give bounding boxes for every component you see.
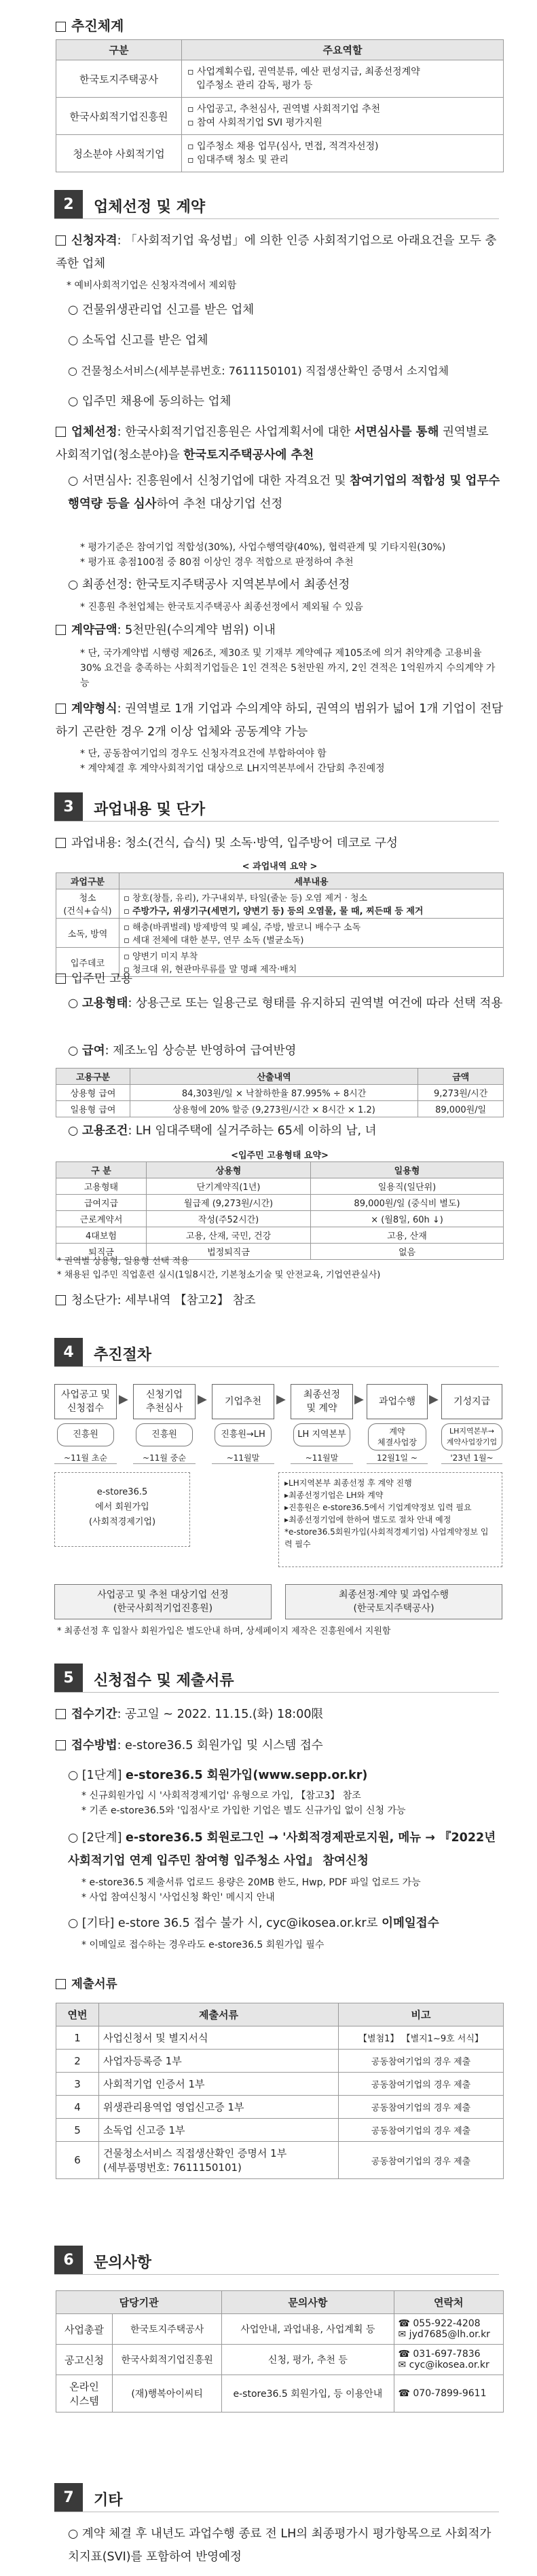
table-row: 4대보험 고용, 산재, 국민, 건강 고용, 산재	[56, 1227, 504, 1244]
table-row: 청소분야 사회적기업 ▫ 입주청소 채용 업무(심사, 면접, 적격자선정) ▫ 임대주택 청소 및 관리	[56, 135, 504, 172]
step-date: ~11월 중순	[133, 1452, 196, 1464]
square-bullet-icon	[56, 22, 66, 32]
phase-right: 최종선정·계약 및 과업수행 (한국토지주택공사)	[285, 1584, 502, 1619]
step-date: 12월1일 ~	[367, 1452, 428, 1464]
table-row: 4 위생관리용역업 영업신고증 1부 공동참여기업의 경우 제출	[56, 2096, 504, 2119]
table-row: 2 사업자등록증 1부 공동참여기업의 경우 제출	[56, 2050, 504, 2073]
step-date: ~11월말	[212, 1452, 274, 1464]
contract-amount: 계약금액: 5천만원(수의계약 범위) 이내	[56, 619, 504, 642]
selection-item: ○ 최종선정: 한국토지주택공사 지역본부에서 최종선정	[68, 578, 350, 592]
step-name: 최종선정 및 계약	[291, 1384, 353, 1419]
step-org: LH 지역본부	[293, 1423, 350, 1446]
table-row: 급여지급 월급제 (9,273원/시간) 89,000원/일 (중식비 별도)	[56, 1195, 504, 1211]
table-row: 6 건물청소서비스 직접생산확인 증명서 1부 (세부품명번호: 7611150101) 공동참여기업의 경우 제출	[56, 2142, 504, 2179]
hire-item: ○ 고용형태: 상용근로 또는 일용근로 형태를 유지하되 권역별 여건에 따라 선택 적용	[68, 997, 503, 1010]
docs-heading: 제출서류	[56, 1973, 504, 1996]
selection-note: ▸LH지역본부 최종선정 후 계약 진행 ▸최종선정기업은 LH와 계약 ▸진흥원은 e-store36.5에서 기업계약정보 입력 필요 ▸최종선정기업에 한하여 별도로 절차 안내 예정 *e-store36.5회원가입(사회적경제기업) 사업계약정보 입력 필수	[278, 1472, 502, 1567]
req-item: ○ 입주민 채용에 동의하는 업체	[68, 395, 232, 408]
step-name: 신청기업 추천심사	[133, 1384, 196, 1419]
arrow-right-icon: ▶	[354, 1392, 364, 1406]
table-row: 상용형 급여 84,303원/일 × 낙찰하한율 87.995% ÷ 8시간 9,273원/시간	[56, 1085, 504, 1101]
req-item: ○ 소독업 신고를 받은 업체	[68, 334, 208, 347]
arrow-right-icon: ▶	[198, 1392, 207, 1406]
req-item: ○ 건물청소서비스(세부분류번호: 7611150101) 직접생산확인 증명서 소지업체	[68, 364, 449, 377]
arrow-right-icon: ▶	[276, 1392, 286, 1406]
step3: ○ [기타] e-store 36.5 접수 불가 시, cyc@ikosea.or.kr로 이메일접수	[68, 1917, 439, 1930]
table-row: 청소 (건식+습식) ▫ 창호(창틀, 유리), 가구내외부, 타일(줄눈 등) 오염 제거 · 청소 ▫ 주방가구, 위생기구(세면기, 양변기 등) 등의 오염물, 물 때, 찌든때 등 제거	[56, 889, 504, 919]
apply-qualification: 신청자격: 「사회적기업 육성법」에 의한 인증 사회적기업으로 아래요건을 모두 충족한 업체	[56, 234, 497, 271]
square-bullet-icon	[56, 838, 66, 848]
table-row: 일용형 급여 상용형에 20% 할증 (9,273원/시간 × 8시간 × 1.2) 89,000원/일	[56, 1101, 504, 1117]
system-heading: 추진체계	[56, 15, 124, 35]
square-bullet-icon	[56, 235, 66, 246]
table-row: 온라인 시스템 (재)행복아이씨티 e-store36.5 회원가입, 등 이용안내 ☎ 070-7899-9611	[56, 2375, 504, 2412]
contract-method: 계약형식: 권역별로 1개 기업과 수의계약 하되, 권역의 범위가 넓어 1개 기업이 전담하기 곤란한 경우 2개 이상 업체와 공동계약 가능	[56, 702, 503, 739]
square-bullet-icon	[56, 974, 66, 984]
table-row: 고용형태 단기계약직(1년) 일용직(일단위)	[56, 1178, 504, 1195]
req-item: ○ 건물위생관리업 신고를 받은 업체	[68, 303, 255, 317]
system-table: 구분 주요역할 한국토지주택공사 ▫ 사업계획수립, 권역분류, 예산 편성지급, 최종선정계약 입주청소 관리 감독, 평가 등 한국사회적기업진흥원 ▫ 사업공고, 추천심사, 권역별 사회적기업 추천 ▫ 참여 사회적기업 SVI 평가지원 청소분야 사회적기업 ▫ 입주청소 채용 업무(심사, 면접, 적격자선정) ▫ 임대주택 청소 및 관리	[56, 39, 504, 172]
registration-note: e-store36.5 에서 회원가입 (사회적경제기업)	[54, 1472, 190, 1547]
hire-heading: 입주민 고용	[56, 967, 504, 991]
table-row: 근로계약서 작성(주52시간) × (월8일, 60h ↓)	[56, 1211, 504, 1227]
table-row: 3 사회적기업 인증서 1부 공동참여기업의 경우 제출	[56, 2073, 504, 2096]
hire-condition: ○ 고용조건: LH 임대주택에 실거주하는 65세 이하의 남, 녀	[68, 1124, 377, 1138]
square-bullet-icon	[56, 1709, 66, 1719]
step-date: ~11월말	[291, 1452, 353, 1464]
condition-table: 구 분 상용형 일용형 고용형태 단기계약직(1년) 일용직(일단위) 급여지급 월급제 (9,273원/시간) 89,000원/일 (중식비 별도) 근로계약서 작성(주52시간) × (월8일, 60h ↓) 4대보험 고용, 산재, 국민, 건강 고용, 산재 퇴직금 법정퇴직금 없음	[56, 1161, 504, 1260]
arrow-right-icon: ▶	[429, 1392, 439, 1406]
section-header-2: 2 업체선정 및 계약	[54, 190, 499, 219]
price-heading: 청소단가: 세부내역 【참고2】 참조	[56, 1289, 504, 1312]
square-bullet-icon	[56, 625, 66, 635]
wage-table: 고용구분 산출내역 금액 상용형 급여 84,303원/일 × 낙찰하한율 87.995% ÷ 8시간 9,273원/시간 일용형 급여 상용형에 20% 할증 (9,273원/시간 × 8시간 × 1.2) 89,000원/일	[56, 1068, 504, 1117]
table-row: 1 사업신청서 및 별지서식 【별첨1】 【별지1~9호 서식】	[56, 2026, 504, 2050]
step-name: 사업공고 및 신청접수	[54, 1384, 117, 1419]
phase-left: 사업공고 및 추천 대상기업 선정 (한국사회적기업진흥원)	[54, 1584, 272, 1619]
misc-text: ○ 계약 체결 후 내년도 과업수행 종료 전 LH의 최종평가시 평가항목으로 사회적가치지표(SVI)를 포함하여 반영예정	[68, 2527, 492, 2564]
section-header-6: 6 문의사항	[54, 2246, 499, 2275]
selection-item: ○ 서면심사: 진흥원에서 신청기업에 대한 자격요건 및 참여기업의 적합성 및 업무수행역량 등을 심사하여 추천 대상기업 선정	[68, 474, 500, 511]
task-table: 과업구분 세부내용 청소 (건식+습식) ▫ 창호(창틀, 유리), 가구내외부, 타일(줄눈 등) 오염 제거 · 청소 ▫ 주방가구, 위생기구(세면기, 양변기 등) 등의 오염물, 물 때, 찌든때 등 제거 소독, 방역 ▫ 해충(바퀴벌레) 방제방역 및 폐실, 주방, 발코니 배수구 소독 ▫ 세대 전체에 대한 분무, 연무 소독 (별균소독) 입주데코 ▫ 양변기 미지 부착 ▫ 청크대 위, 현관마루류를 말 명패 제작·배치	[56, 872, 504, 977]
step-name: 과업수행	[367, 1384, 428, 1419]
step-date: '23년 1월~	[441, 1452, 502, 1464]
table-row: 소독, 방역 ▫ 해충(바퀴벌레) 방제방역 및 폐실, 주방, 발코니 배수구 소독 ▫ 세대 전체에 대한 분무, 연무 소독 (별균소독)	[56, 919, 504, 948]
table-row: 한국토지주택공사 ▫ 사업계획수립, 권역분류, 예산 편성지급, 최종선정계약 입주청소 관리 감독, 평가 등	[56, 60, 504, 98]
step2: ○ [2단계] e-store36.5 회원로그인 → '사회적경제판로지원, 메뉴 → 『2022년 사회적기업 연계 입주민 참여형 입주청소 사업』 참여신청	[68, 1831, 496, 1868]
step-org: LH지역본부→ 계약사업장기업	[441, 1423, 502, 1450]
table-row: 퇴직금 법정퇴직금 없음	[56, 1244, 504, 1260]
step-org: 진흥원→LH	[215, 1423, 272, 1446]
method: 접수방법: e-store36.5 회원가입 및 시스템 접수	[56, 1734, 504, 1757]
step1: ○ [1단계] e-store36.5 회원가입(www.sepp.or.kr)	[68, 1769, 368, 1782]
square-bullet-icon	[56, 1295, 66, 1305]
step-date: ~11월 초순	[54, 1452, 117, 1464]
section-header-3: 3 과업내용 및 단가	[54, 792, 499, 822]
arrow-right-icon: ▶	[119, 1392, 128, 1406]
table-row: 입주데코 ▫ 양변기 미지 부착 ▫ 청크대 위, 현관마루류를 말 명패 제작·배치	[56, 948, 504, 977]
section-header-7: 7 기타	[54, 2483, 499, 2512]
table-row: 5 소독업 신고증 1부 공동참여기업의 경우 제출	[56, 2119, 504, 2142]
table-row: 사업총괄 한국토지주택공사 사업안내, 과업내용, 사업계획 등 ☎ 055-922-4208 ✉ jyd7685@lh.or.kr	[56, 2314, 504, 2345]
process-diagram	[54, 1384, 502, 1635]
table-row: 공고신청 한국사회적기업진흥원 신청, 평가, 추천 등 ☎ 031-697-7836 ✉ cyc@ikosea.or.kr	[56, 2345, 504, 2375]
hire-item: ○ 급여: 제조노임 상승분 반영하여 급여반영	[68, 1044, 297, 1058]
step-org: 진흥원	[57, 1423, 114, 1446]
step-org: 계약 체결사업장	[368, 1423, 426, 1450]
selection-block: 업체선정: 한국사회적기업진흥원은 사업계획서에 대한 서면심사를 통해 권역별로 사회적기업(청소분야)을 한국토지주택공사에 추천	[56, 425, 489, 462]
square-bullet-icon	[56, 1740, 66, 1750]
square-bullet-icon	[56, 704, 66, 714]
step-name: 기성지급	[441, 1384, 502, 1419]
contact-table: 담당기관 문의사항 연락처 사업총괄 한국토지주택공사 사업안내, 과업내용, 사업계획 등 ☎ 055-922-4208 ✉ jyd7685@lh.or.kr 공고신청 한국사회적기업진흥원 신청, 평가, 추천 등 ☎ 031-697-7836 ✉ cyc@ikosea.or.kr 온라인 시스템 (재)행복아이씨티 e-store36.5 회원가입, 등 이용안내 ☎ 070-7899-9611	[56, 2290, 504, 2412]
period: 접수기간: 공고일 ~ 2022. 11.15.(화) 18:00限	[56, 1703, 504, 1726]
square-bullet-icon	[56, 427, 66, 437]
step-org: 진흥원	[136, 1423, 193, 1446]
docs-table: 연번 제출서류 비고 1 사업신청서 및 별지서식 【별첨1】 【별지1~9호 서식】 2 사업자등록증 1부 공동참여기업의 경우 제출 3 사회적기업 인증서 1부 공동참여기업의 경우 제출 4 위생관리용역업 영업신고증 1부 공동참여기업의 경우 제출 5 소독업 신고증 1부 공동참여기업의 경우 제출 6 건물청소서비스 직접생산확인 증명서 1부 (세부품명번호: 7611150101) 공동참여기업의 경우 제출	[56, 2003, 504, 2179]
table-row: 한국사회적기업진흥원 ▫ 사업공고, 추천심사, 권역별 사회적기업 추천 ▫ 참여 사회적기업 SVI 평가지원	[56, 98, 504, 135]
step-name: 기업추천	[212, 1384, 274, 1419]
task-heading: 과업내용: 청소(건식, 습식) 및 소독·방역, 입주방어 데코로 구성	[56, 832, 504, 855]
section-header-4: 4 추진절차	[54, 1338, 499, 1367]
section-header-5: 5 신청접수 및 제출서류	[54, 1664, 499, 1693]
square-bullet-icon	[56, 1979, 66, 1989]
